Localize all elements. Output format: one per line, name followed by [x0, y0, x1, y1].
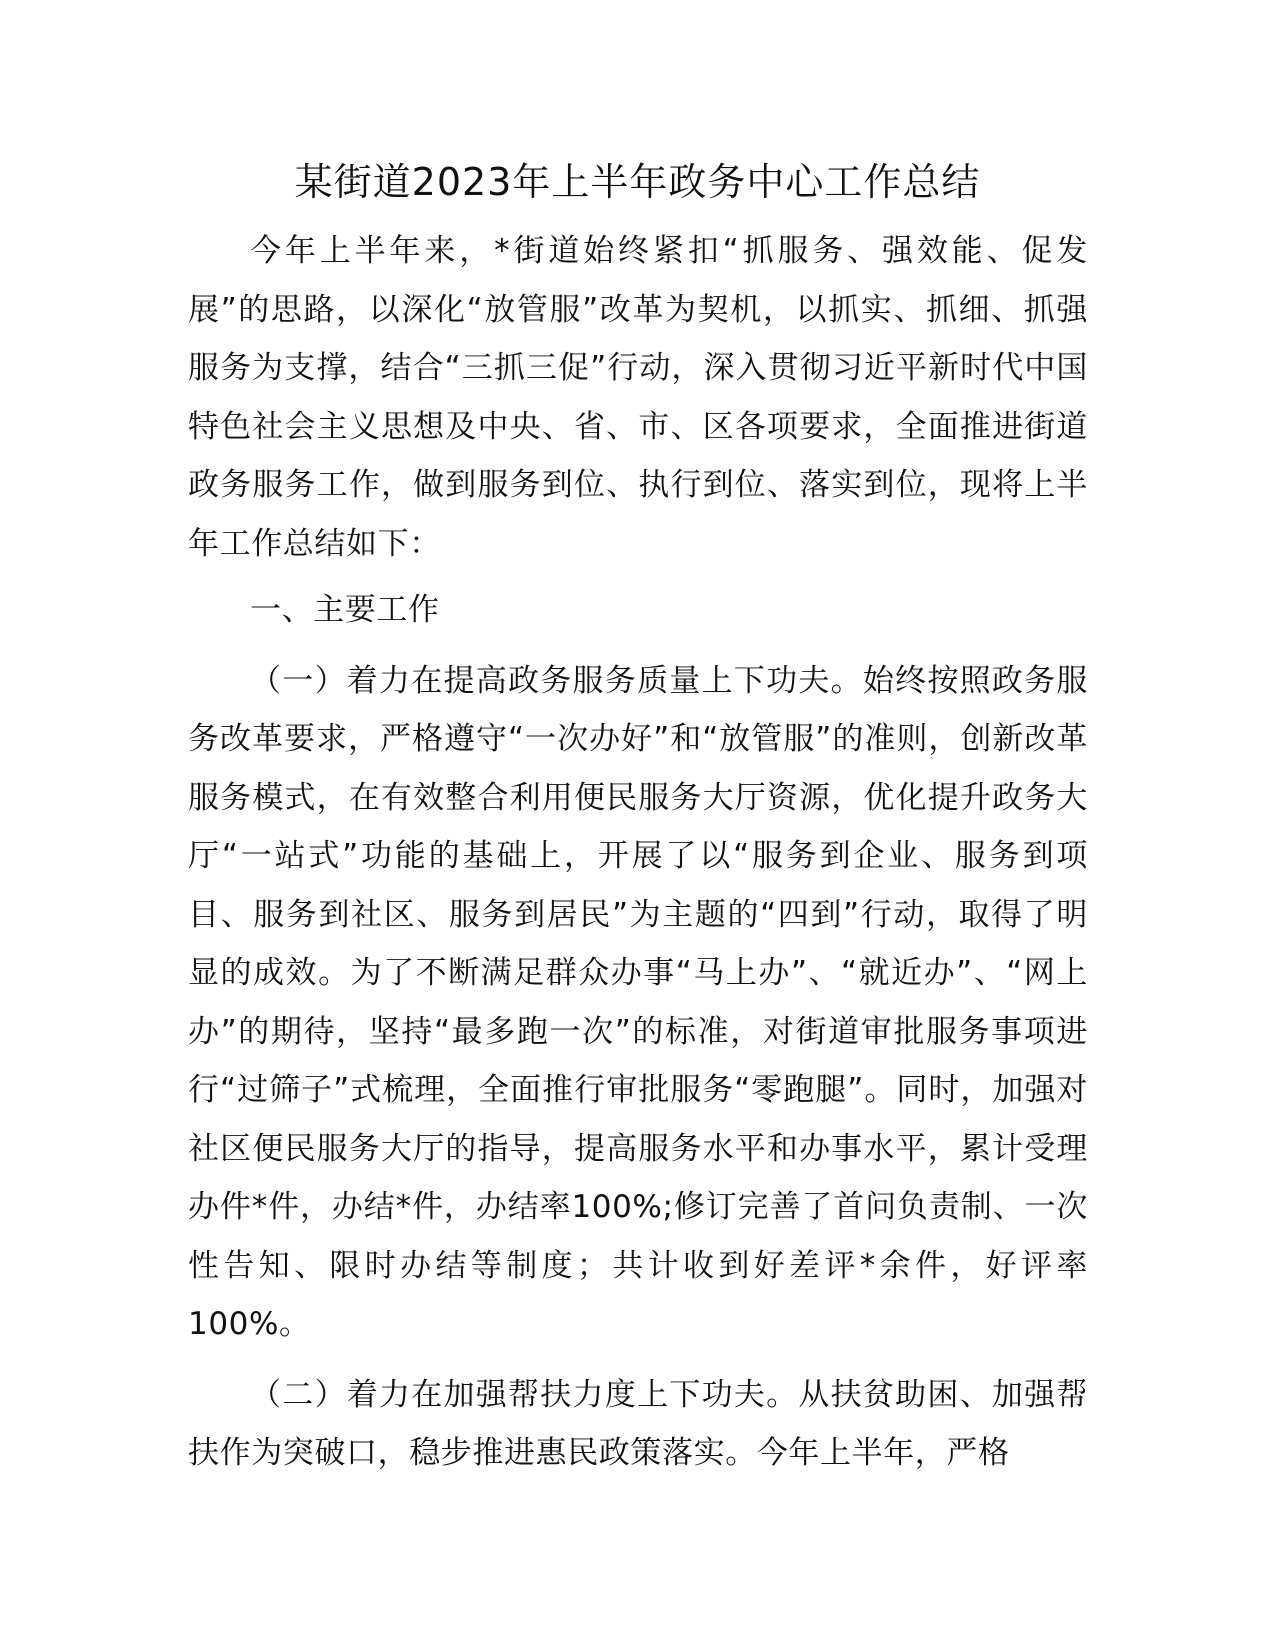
- document-title: 某街道2023年上半年政务中心工作总结: [294, 160, 981, 204]
- paragraph-service-quality: （一）着力在提高政务服务质量上下功夫。始终按照政务服务改革要求，严格遵守“一次办好”和“放管服”的准则，创新改革服务模式，在有效整合利用便民服务大厅资源，优化提升政务大厅“一站式”功能的基础上，开展了以“服务到企业、服务到项目、服务到社区、服务到居民”为主题的“四到”行动，取得了明显的成效。为了不断满足群众办事“马上办”、“就近办”、“网上办”的期待，坚持“最多跑一次”的标准，对街道审批服务事项进行“过筛子”式梳理，全面推行审批服务“零跑腿”。同时，加强对社区便民服务大厅的指导，提高服务水平和办事水平，累计受理办件*件，办结*件，办结率100%;修订完善了首问负责制、一次性告知、限时办结等制度；共计收到好差评*余件，好评率100%。: [188, 662, 1088, 1342]
- intro-paragraph: 今年上半年来，*街道始终紧扣“抓服务、强效能、促发展”的思路，以深化“放管服”改革为契机，以抓实、抓细、抓强服务为支撑，结合“三抓三促”行动，深入贯彻习近平新时代中国特色社会主义思想及中央、省、市、区各项要求，全面推进街道政务服务工作，做到服务到位、执行到位、落实到位，现将上半年工作总结如下：: [188, 233, 1088, 562]
- document-body: [188, 222, 1088, 1483]
- section-heading-main-work: 一、主要工作: [250, 592, 440, 628]
- paragraph-assistance: （二）着力在加强帮扶力度上下功夫。从扶贫助困、加强帮扶作为突破口，稳步推进惠民政策落实。今年上半年，严格: [188, 1376, 1088, 1471]
- spacer: [188, 573, 1088, 581]
- spacer: [188, 640, 1088, 652]
- spacer: [188, 1354, 1088, 1366]
